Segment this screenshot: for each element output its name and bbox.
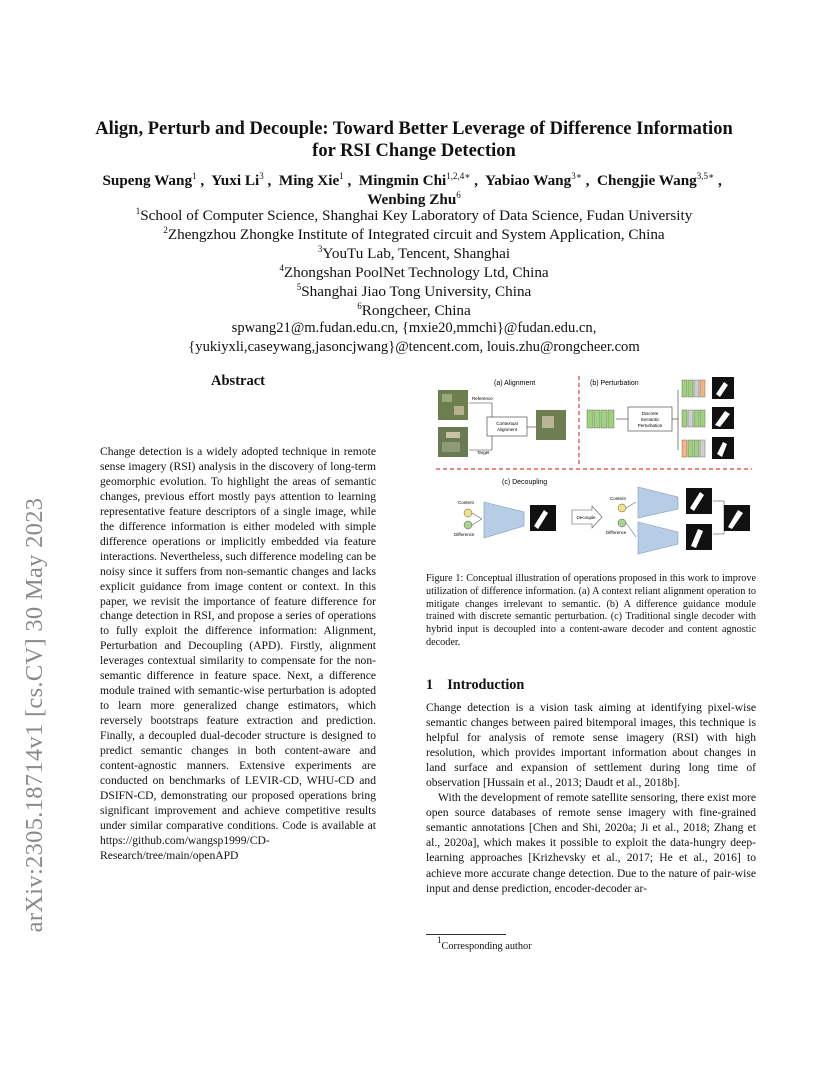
panel-c-label: (c) Decoupling <box>502 479 548 486</box>
perturbed-row-3 <box>682 437 734 459</box>
email-line-2: {yukiyxli,caseywang,jasoncjwang}@tencent.com, louis.zhu@rongcheer.com <box>188 339 640 355</box>
figure-1 <box>432 372 754 562</box>
author: Chengjie Wang$^{3,5∗}$ <box>597 171 715 189</box>
panel-a-label: (a) Alignment <box>494 380 536 387</box>
feature-map <box>694 440 699 457</box>
feature-map <box>682 440 687 457</box>
content-node <box>618 504 626 512</box>
feature-stack <box>587 410 614 428</box>
section-heading <box>426 677 524 694</box>
section-number: 1 <box>426 677 434 693</box>
arxiv-stamp-area <box>14 225 56 933</box>
affiliations <box>70 206 758 320</box>
author: Supeng Wang$^1$ <box>102 171 197 189</box>
author: Yabiao Wang$^{3∗}$ <box>484 171 582 189</box>
contextual-alignment-label-1: Contextual <box>496 421 518 426</box>
affiliation: $^5$Shanghai Jiao Tong University, China <box>296 282 532 300</box>
difference-label: Difference <box>454 532 475 537</box>
author: Mingmin Chi$^{1,2,4∗}$ <box>358 171 471 189</box>
target-image-patch <box>442 442 460 452</box>
content-agnostic-decoder <box>638 522 678 554</box>
output-merge <box>713 501 724 534</box>
discrete-perturbation-label-3: Perturbation <box>637 423 663 428</box>
feature-map <box>700 410 705 427</box>
reference-label: Reference <box>472 396 493 401</box>
feature-map <box>594 410 600 428</box>
discrete-perturbation-label-1: Discrete <box>641 411 659 416</box>
abstract-heading: Abstract <box>211 373 265 389</box>
feature-map <box>601 410 607 428</box>
author: Yuxi Li$^3$ <box>211 171 264 189</box>
aligned-image-patch <box>542 416 554 428</box>
author: Ming Xie$^1$ <box>278 171 344 189</box>
email-line-1: spwang21@m.fudan.edu.cn, {mxie20,mmchi}@fudan.edu.cn, <box>231 320 597 336</box>
affiliation: $^1$School of Computer Science, Shanghai Key Laboratory of Data Science, Fudan University <box>135 206 693 224</box>
perturbed-row-1 <box>682 377 734 399</box>
affiliation: $^2$Zhengzhou Zhongke Institute of Integrated circuit and System Application, China <box>163 225 665 243</box>
abstract-text: Change detection is a widely adopted technique in remote sense imagery (RSI) analysis in the discovery of long-term geomorphic evolution. To highlight the areas of semantic changes, previous effort mostly pays attention to learning representative feature descriptors of a single image, while the difference information is either modeled with simple difference operations or implicitly embedded via feature interactions. Nevertheless, such difference modeling can be noisy since it suffers from non-semantic changes and lacks explicit guidance from image content or context. In this paper, we revisit the importance of feature difference for change detection in RSI, and propose a series of operations to fully exploit the difference information: Alignment, Perturbation and Decoupling (APD). Firstly, alignment leverages contextual similarity to compensate for the non-semantic difference in feature space. Next, a difference module trained with semantic-wise perturbation is adopted to learn more generalized change estimators, which reversely bootstraps feature extraction and prediction. Finally, a decoupled dual-decoder structure is designed to predict semantic changes in both content-aware and content-agnostic manners. Extensive experiments are conducted on benchmarks of LEVIR-CD, WHU-CD and DSIFN-CD, demonstrating our proposed operations bring significant improvement and achieve competitive results under similar comparative conditions. Code is available at https://github.com/wangsp1999/CD-Research/tree/main/openAPD <box>100 445 376 862</box>
figure-1-caption <box>426 573 756 650</box>
difference-node <box>464 521 472 529</box>
title-line-1: Align, Perturb and Decouple: Toward Better Leverage of Difference Information <box>95 119 733 139</box>
caption-text: Figure 1: Conceptual illustration of operations proposed in this work to improve utilization of difference information. (a) A context reliant alignment operation to mitigate changes irrelevant to semantic. (b) A difference guidance module trained with discrete semantic perturbation. (c) Traditional single decoder with hybrid input is decoupled into a content-aware decoder and content agnostic decoder. <box>426 573 756 648</box>
feature-map <box>682 410 687 427</box>
section-title: Introduction <box>447 677 525 693</box>
figure-1-illustration <box>432 372 754 562</box>
difference-label-right: Difference <box>606 530 627 535</box>
content-label-right: Content <box>610 496 626 501</box>
content-branch <box>626 502 636 508</box>
affiliation: $^3$YouTu Lab, Tencent, Shanghai <box>317 244 511 262</box>
author: Wenbing Zhu$^6$ <box>367 189 461 208</box>
feature-map <box>694 410 699 427</box>
target-image-patch <box>446 432 460 438</box>
feature-map <box>608 410 614 428</box>
decouple-label: Decouple <box>576 515 596 520</box>
single-decoder <box>484 502 524 538</box>
panel-b-label: (b) Perturbation <box>590 380 639 387</box>
discrete-perturbation-label-2: Semantic <box>640 417 660 422</box>
author-list: Supeng Wang$^1$ , Yuxi Li$^3$ , Ming Xie$^1$ , Mingmin Chi$^{1,2,4∗}$ , Yabiao Wang$^{3∗}$ , Chengjie Wang$^{3,5∗}$ , Wenbing Zhu$^6$ <box>102 171 726 208</box>
feature-map <box>688 410 693 427</box>
content-label: Content <box>458 500 474 505</box>
feature-map <box>587 410 593 428</box>
affiliation: $^4$Zhongshan PoolNet Technology Ltd, China <box>279 263 549 281</box>
abstract-body <box>100 445 376 864</box>
author-emails <box>70 319 758 357</box>
feature-map <box>700 440 705 457</box>
feature-map <box>688 380 693 397</box>
reference-image-patch <box>454 406 464 415</box>
input-merge <box>472 519 482 525</box>
content-aware-decoder <box>638 487 678 518</box>
arxiv-stamp: arXiv:2305.18714v1 [cs.CV] 30 May 2023 <box>21 497 48 933</box>
feature-map <box>694 380 699 397</box>
feature-map <box>682 380 687 397</box>
reference-image-patch <box>442 394 452 402</box>
input-merge <box>472 513 482 519</box>
content-node <box>464 509 472 517</box>
target-label: Target <box>477 450 490 455</box>
footnote-mark: 1 <box>437 935 442 945</box>
feature-map <box>688 440 693 457</box>
difference-node <box>618 519 626 527</box>
intro-paragraph: Change detection is a vision task aiming at identifying pixel-wise semantic changes between paired bitemporal images, this technique is helpful for analysis of remote sense imagery (RSI) with high resolution, which provides important information about changes in land surface and expansion of settlement during long time of observation [Hussain et al., 2013; Daudt et al., 2018b]. <box>426 701 756 790</box>
contextual-alignment-label-2: Alignment <box>496 427 518 432</box>
footnote-text: Corresponding author <box>441 941 532 952</box>
introduction-body <box>426 700 756 896</box>
intro-paragraph: With the development of remote satellite sensoring, there exist more open source databases of remote sense imagery with fine-grained semantic annotations [Chen and Shi, 2020a; Ji et al., 2018; Zhang et al., 2020a], which makes it possible to exploit the data-hungry deep-learning approaches [Krizhevsky et al., 2017; He et al., 2016] to achieve more accurate change detection. Due to the nature of pair-wise input and dense prediction, encoder-decoder ar- <box>426 791 756 895</box>
paper-title <box>70 118 758 162</box>
footnote <box>437 935 532 952</box>
difference-branch <box>626 523 636 537</box>
perturbed-row-2 <box>682 407 734 429</box>
affiliation: $^6$Rongcheer, China <box>357 301 471 319</box>
title-line-2: for RSI Change Detection <box>312 141 516 161</box>
feature-map <box>700 380 705 397</box>
